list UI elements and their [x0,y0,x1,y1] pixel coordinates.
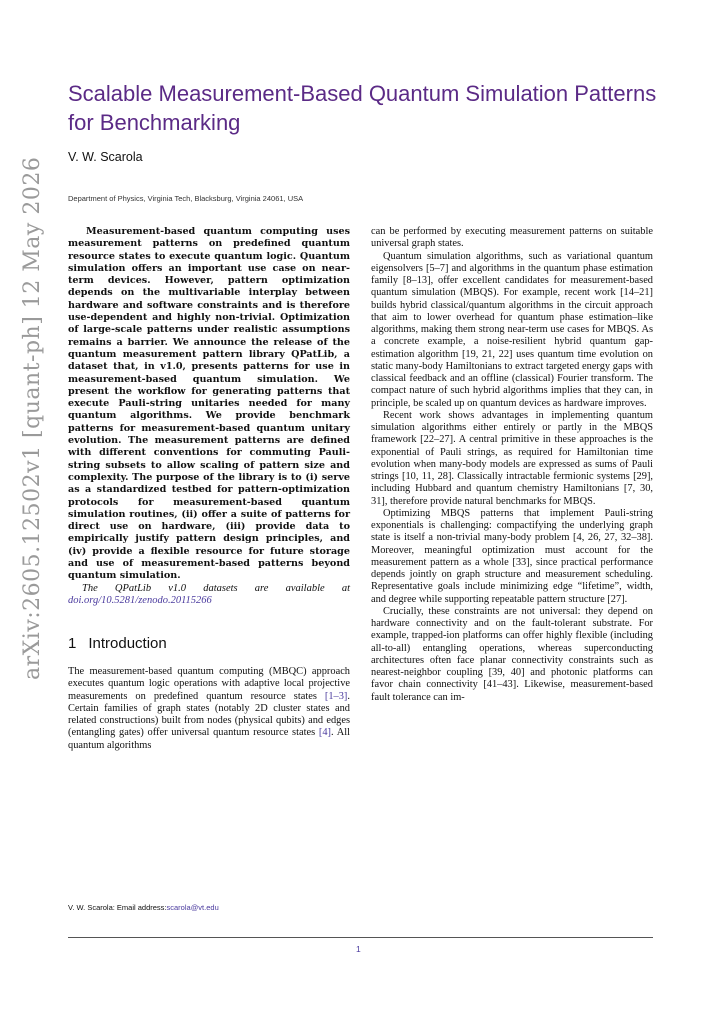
paragraph-continuation: can be performed by executing measurement patterns on suitable universal graph states. [371,226,653,250]
page-number: 1 [356,944,361,954]
paragraph-optimizing: Optimizing MBQS patterns that implement Pauli-string exponentials is challenging: compactifying the underlying graph state is itself a non-trivial many-body problem [4, 26, 27, 32–38]. Moreover, meaningful optimization must account for the measurement pattern as a whole [33], since practical performance depends jointly on graph structure and measurement scheduling. Representative goals include minimizing edge “lifetime”, width, and degree while supporting repeatable pattern structure [27]. [371,507,653,605]
section-number: 1 [68,635,77,653]
author-email-link[interactable]: scarola@vt.edu [166,903,219,912]
footnote-label: V. W. Scarola: Email address: [68,903,167,912]
footnote [68,903,219,912]
paragraph-recent-work: Recent work shows advantages in implementing quantum simulation algorithms either entirely or partly in the MBQS framework [22–27]. A central primitive in these approaches is the exponential of Pauli strings, as required for Hamiltonian time evolution when many-body models are expressed as sums of Pauli strings [10, 11, 28]. Classically intractable fermionic systems [29], including Hubbard and quantum chemistry Hamiltonians [7, 30, 31], therefore provide natural benchmarks for MBQS. [371,409,653,507]
intro-text-2: . Certain families of graph states (notably 2D cluster states and related constructions) built from nodes (physical qubits) and edges (entangling gates) offer universal quantum resource states [68,690,350,739]
affiliation: Department of Physics, Virginia Tech, Blacksburg, Virginia 24061, USA [68,194,304,203]
right-column [371,226,653,704]
abstract-note-text: The QPatLib v1.0 datasets are available at [82,582,350,594]
left-column [68,226,350,752]
section-heading [68,635,350,652]
citation-link[interactable]: [1–3] [324,690,348,702]
arxiv-identifier: arXiv:2605.12502v1 [quant-ph] 12 May 2026 [20,156,45,680]
dataset-doi-link[interactable]: doi.org/10.5281/zenodo.20115266 [68,594,212,606]
footer-rule [68,937,653,938]
citation-link[interactable]: [4] [318,727,331,739]
abstract-availability-note [68,583,350,608]
paragraph-constraints: Crucially, these constraints are not universal: they depend on hardware connectivity and on the fault-tolerant substrate. For example, trapped-ion platforms can offer highly flexible (including all-to-all) entangling operations, whereas superconducting architectures often face planar connectivity constraints such as nearest-neighbor coupling [39, 40] and photonic platforms can favor chain connectivity [41–43]. Likewise, measurement-based fault tolerance can im- [371,605,653,703]
intro-text-3: . All quantum algorithms [68,727,350,751]
author-name: V. W. Scarola [68,150,143,164]
paragraph-quantum-simulation: Quantum simulation algorithms, such as variational quantum eigensolvers [5–7] and algorithms in the quantum phase estimation family [8–13], offer excellent candidates for measurement-based quantum simulation (MBQS). For example, recent work [14–21] builds hybrid classical/quantum algorithms in the circuit approach that aim to lower overhead for quantum phase estimation–like algorithms, making them strong near-term use cases for MBQS. As a concrete example, a noise-resilient hybrid quantum gap-estimation algorithm [19, 21, 22] uses quantum time evolution on static many-body Hamiltonians to extract targeted energy gaps with classical feedback and an offline (classical) Fourier transform. The compact nature of such hybrid algorithms implies that they can, in principle, be scaled up on quantum devices as hardware improves. [371,250,653,409]
abstract: Measurement-based quantum computing uses measurement patterns on predefined quantum resource states to execute quantum logic. Quantum simulation offers an important use case on near-term devices. However, pattern optimization depends on the multivariable interplay between hardware and software constraints and is therefore use-dependent and highly non-trivial. Optimization of large-scale patterns under realistic assumptions remains a barrier. We announce the release of the quantum measurement pattern library QPatLib, a dataset that, in v1.0, presents patterns for use in measurement-based quantum simulation. We present the workflow for generating patterns that execute Pauli-string unitaries needed for many quantum algorithms. We provide benchmark patterns for measurement-based quantum unitary evolution. The measurement patterns are defined with different conventions for commuting Pauli-string subsets to allow scaling of pattern size and complexity. The purpose of the library is to (i) serve as a standardized testbed for pattern-optimization protocols for measurement-based quantum simulation routines, (ii) offer a suite of patterns for direct use on hardware, (iii) provide data to empirically justify pattern design principles, and (iv) provide a flexible resource for future storage and use of measurement-based patterns beyond quantum simulation. [68,226,350,582]
intro-paragraph [68,666,350,752]
paper-title: Scalable Measurement-Based Quantum Simulation Patterns for Benchmarking [68,81,657,135]
section-title: Introduction [88,635,167,653]
intro-text-1: The measurement-based quantum computing (MBQC) approach executes quantum logic operations with adaptive local projective measurements on predefined quantum resource states [68,666,350,702]
